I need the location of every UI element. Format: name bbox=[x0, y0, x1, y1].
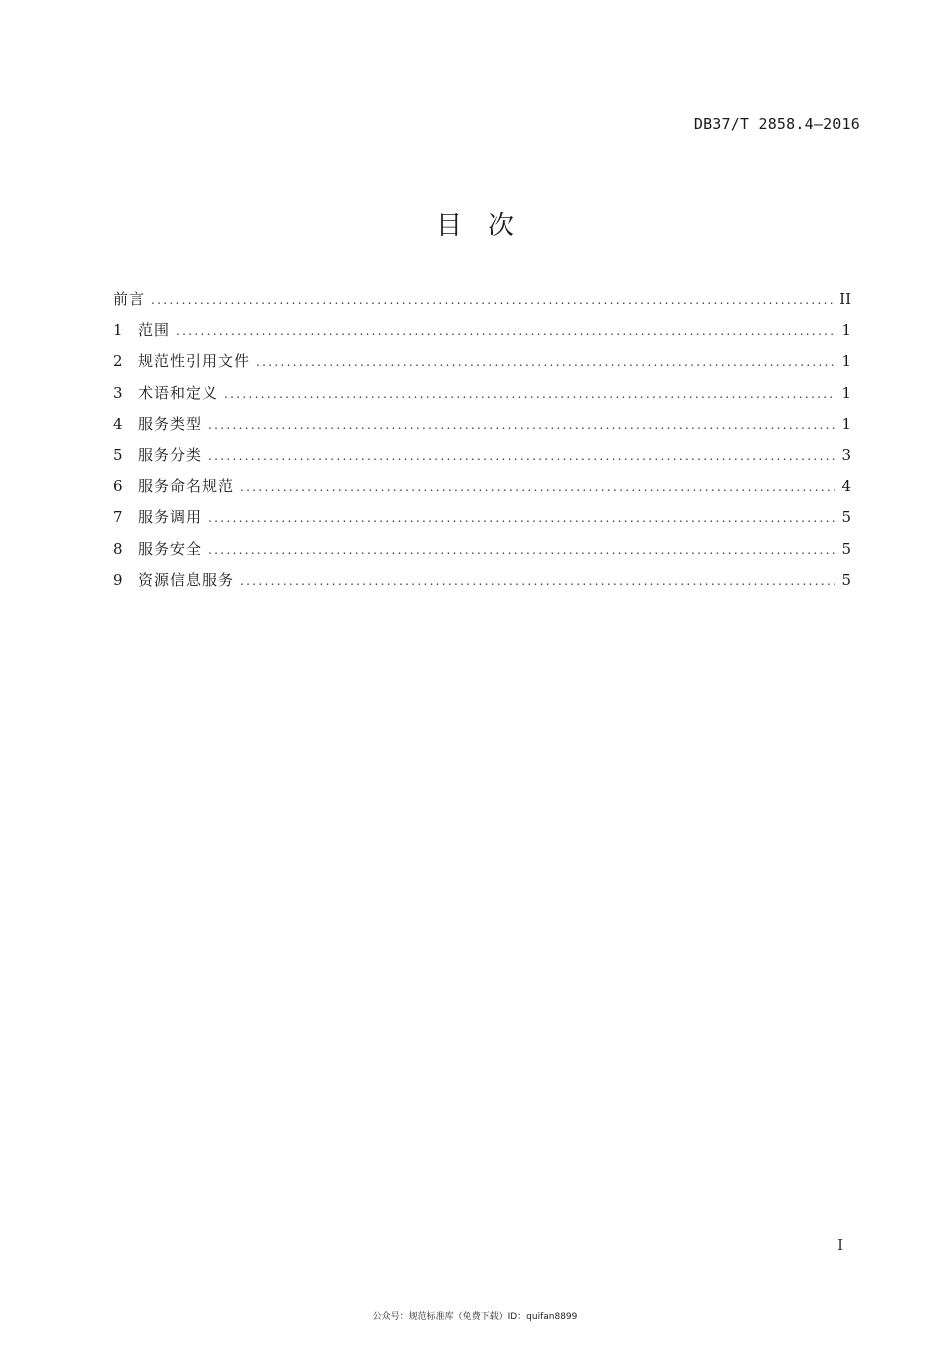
toc-entry-page: II bbox=[839, 290, 851, 308]
toc-leader-dots bbox=[240, 472, 835, 503]
toc-entry-page: 5 bbox=[841, 508, 851, 527]
toc-entry-page: 3 bbox=[841, 445, 851, 464]
toc-leader-dots bbox=[151, 285, 833, 316]
toc-entry[interactable] bbox=[113, 284, 851, 315]
footer-watermark-text: 公众号：规范标准库（免费下载）ID：quifan8899 bbox=[372, 1312, 578, 1322]
toc-entry-label: 术语和定义 bbox=[138, 383, 219, 402]
toc-entry-label: 服务安全 bbox=[138, 539, 203, 558]
toc-leader-dots bbox=[208, 535, 835, 566]
toc-entry[interactable] bbox=[113, 440, 851, 471]
toc-entry-page: 1 bbox=[841, 383, 851, 402]
toc-entry[interactable] bbox=[113, 502, 851, 533]
toc-entry-label: 服务类型 bbox=[138, 414, 203, 433]
toc-entry[interactable] bbox=[113, 409, 851, 440]
toc-entry-number: 6 bbox=[113, 477, 123, 496]
toc-entry-number: 5 bbox=[113, 445, 123, 464]
toc-leader-dots bbox=[208, 410, 835, 441]
toc-entry-page: 5 bbox=[841, 570, 851, 589]
toc-entry-label: 服务命名规范 bbox=[138, 477, 235, 496]
toc-entry-page: 5 bbox=[841, 539, 851, 558]
toc-entry-label: 服务分类 bbox=[138, 445, 203, 464]
toc-entry[interactable] bbox=[113, 378, 851, 409]
toc-entry-label: 规范性引用文件 bbox=[138, 352, 251, 371]
page-number: I bbox=[837, 1236, 843, 1254]
toc-entry-label: 前言 bbox=[113, 290, 146, 308]
toc-entry-page: 1 bbox=[841, 352, 851, 371]
table-of-contents bbox=[113, 284, 851, 596]
toc-entry[interactable] bbox=[113, 346, 851, 377]
toc-leader-dots bbox=[224, 379, 835, 410]
toc-entry[interactable] bbox=[113, 565, 851, 596]
toc-entry-label: 范围 bbox=[138, 321, 171, 340]
toc-entry-page: 4 bbox=[841, 477, 851, 496]
toc-leader-dots bbox=[176, 316, 835, 347]
toc-entry-number: 7 bbox=[113, 508, 123, 527]
toc-leader-dots bbox=[256, 347, 835, 378]
toc-entry-page: 1 bbox=[841, 321, 851, 340]
document-code: DB37/T 2858.4—2016 bbox=[693, 115, 860, 133]
toc-entry-number: 4 bbox=[113, 414, 123, 433]
toc-entry[interactable] bbox=[113, 534, 851, 565]
toc-leader-dots bbox=[240, 566, 835, 597]
toc-entry-number: 2 bbox=[113, 352, 123, 371]
toc-entry[interactable] bbox=[113, 315, 851, 346]
toc-entry-number: 9 bbox=[113, 570, 123, 589]
toc-entry-number: 3 bbox=[113, 383, 123, 402]
toc-entry[interactable] bbox=[113, 471, 851, 502]
toc-title: 目次 bbox=[435, 211, 540, 241]
toc-entry-label: 服务调用 bbox=[138, 508, 203, 527]
toc-leader-dots bbox=[208, 503, 835, 534]
toc-leader-dots bbox=[208, 441, 835, 472]
toc-entry-number: 1 bbox=[113, 321, 123, 340]
toc-entry-label: 资源信息服务 bbox=[138, 570, 235, 589]
toc-entry-number: 8 bbox=[113, 539, 123, 558]
toc-entry-page: 1 bbox=[841, 414, 851, 433]
